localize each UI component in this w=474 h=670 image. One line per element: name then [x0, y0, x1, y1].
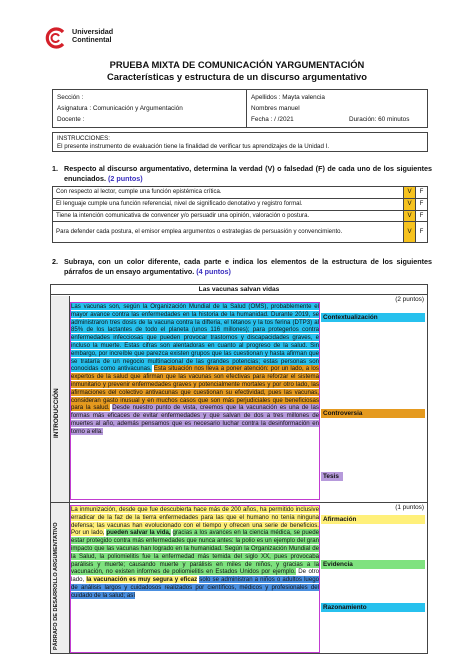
- tf-row: [53, 210, 428, 222]
- tag-evidencia: Evidencia: [321, 560, 425, 569]
- student-info-table: [52, 89, 428, 128]
- duration-field: Duración: 60 minutos: [349, 116, 410, 123]
- intro-paragraph: [70, 302, 320, 500]
- exam-title: PRUEBA MIXTA DE COMUNICACIÓN YARGUMENTACIÓN: [109, 59, 365, 70]
- intro-points: (2 puntos): [395, 296, 424, 303]
- reasoning-highlight: solo se administran a niños o adultos luego de análisis largos y cuidadosos realizados por científicos, médicos y profesionales del cuidado de la salud; así: [71, 576, 319, 599]
- section-divider: [51, 502, 427, 503]
- question-2-points: (4 puntos): [196, 266, 231, 276]
- tf-true-option[interactable]: V: [404, 187, 416, 199]
- tf-true-option[interactable]: V: [404, 198, 416, 210]
- question-2: [52, 257, 432, 279]
- development-points: (1 puntos): [395, 504, 424, 511]
- tf-false-option[interactable]: F: [416, 210, 428, 222]
- instructions-text: El presente instrumento de evaluación tiene la finalidad de verificar tus aprendizajes de la Unidad I.: [57, 143, 330, 150]
- connector-text: De otro lado,: [71, 568, 319, 584]
- surname-field: Apellidos : Mayta valencia: [251, 94, 325, 101]
- development-paragraph: [70, 505, 320, 653]
- true-false-table: [52, 186, 428, 243]
- tf-true-option[interactable]: V: [404, 210, 416, 222]
- thesis-highlight: Desde nuestro punto de vista, creemos que la vacunación es una de las formas más eficaces de evitar enfermedades y que salvan de dos a tres millones de muertes al año, además pensamos que es necesario luchar contra la desinformación en torno a ella.: [71, 404, 319, 435]
- claim-2-highlight: la vacunación es muy segura y eficaz: [86, 576, 198, 584]
- tag-controversia: Controversia: [321, 409, 425, 418]
- tag-tesis: Tesis: [321, 472, 343, 481]
- tf-row: [53, 198, 428, 210]
- essay-title: Las vacunas salvan vidas: [50, 284, 428, 295]
- tag-razonamiento: Razonamiento: [321, 603, 425, 612]
- tf-false-option[interactable]: F: [416, 222, 428, 243]
- question-1-number: 1.: [52, 164, 58, 173]
- instructions-box: [52, 132, 428, 152]
- claim-highlight: pueden salvar la vida,: [106, 529, 171, 537]
- controversy-highlight: Esta situación nos lleva a poner atención: por un lado, a los expertos de la salud que afirman que las vacunas son efectivas para reforzar el sistema inmunitario y prevenir enfermedades graves y potencialmente mortales y por otro lado, las afirmaciones del colectivo antivacunas que cuestionan su efectividad, pues las vacunas, consideran gasto inusual y en muchos casos que son más perjudiciales que beneficiosas para la salud.: [71, 365, 319, 412]
- question-1: [52, 164, 432, 184]
- tf-row: [53, 187, 428, 199]
- contextualization-highlight: Las vacunas son, según la Organización Mundial de la Salud (OMS), probablemente el mayor avance contra las enfermedades en la historia de la humanidad. Durante 2019, se administraron tres dosis de la vacuna contra la difteria, el tétanos y la tos ferina (DTP3) al 85% de los lactantes de todo el planeta (unos 116 millones); para protegerlos contra enfermedades infecciosas que pueden provocar trastornos y discapacidades graves, e incluso la muerte. Estas cifras son alentadoras en cuanto al progreso de la salud. Sin embargo, por increíble que parezca existen grupos que las cuestionan y hasta afirman que se trataría de un negocio multinacional de las grandes potencias; estas personas son conocidas como antivacunas.: [71, 303, 319, 373]
- tf-statement: El lenguaje cumple una función referencial, nivel de significado denotativo y registro formal.: [53, 198, 404, 210]
- exam-subtitle: Características y estructura de un discurso argumentativo: [107, 71, 367, 82]
- name-field: Nombres manuel: [251, 105, 300, 112]
- student-info-cell: [247, 90, 428, 128]
- development-label: PÁRRAFO DE DESARROLLO ARGUMENTATIVO: [53, 522, 59, 650]
- intro-label: INTRODUCCIÓN: [53, 388, 60, 438]
- tf-statement: Tiene la intención comunicativa de convencer y/o persuadir una opinión, valoración o postura.: [53, 210, 404, 222]
- teacher-field: Docente :: [57, 116, 85, 123]
- tf-false-option[interactable]: F: [416, 187, 428, 199]
- question-1-points: (2 puntos): [107, 173, 143, 183]
- logo-line-1: Universidad: [72, 27, 114, 36]
- subject-field: Asignatura : Comunicación y Argumentación: [57, 105, 183, 112]
- question-2-text: Subraya, con un color diferente, cada parte e indica los elementos de la estructura de los siguientes párrafos de un ensayo argumentativo.: [64, 257, 432, 276]
- date-field: Fecha : / /2021: [251, 116, 294, 123]
- course-info-cell: [53, 90, 247, 128]
- university-logo-icon: [44, 27, 66, 49]
- evidence-highlight: gracias a los avances en la ciencia médica, se puede estar protegido contra más enfermedades que nunca antes: la polio es un ejemplo del gran impacto que las vacunas han logrado en la humanidad. Según la Organización Mundial de la Salud, la poliomielitis fue la enfermedad más temida del siglo XX, pues provocaba parálisis y muerte; causando muerte y parálisis en miles de niños, y gracias a la vacunación, no existen informes de poliomielitis en Estados Unidos por ejemplo.: [71, 529, 319, 576]
- tf-false-option[interactable]: F: [416, 198, 428, 210]
- tag-contextualizacion: Contextualización: [321, 313, 425, 322]
- context-highlight: La inmunización, desde que fue descubierta hace más de 200 años, ha permitido inclusive erradicar de la faz de la tierra enfermedades para las que el humano no tenía ninguna defensa; las vacunas han evolucionado con el tiempo y ofrecen una serie de beneficios. Por un lado,: [71, 506, 319, 537]
- tf-row: [53, 222, 428, 243]
- tf-true-option[interactable]: V: [404, 222, 416, 243]
- tf-statement: Para defender cada postura, el emisor emplea argumentos o estrategias de persuasión y convencimiento.: [53, 222, 404, 243]
- university-logo-text: [72, 28, 113, 45]
- section-field: Sección :: [57, 94, 84, 101]
- question-1-text: Respecto al discurso argumentativo, determina la verdad (V) o falsedad (F) de cada uno de los siguientes enunciados.: [64, 164, 432, 183]
- instructions-heading: INSTRUCCIONES:: [57, 135, 110, 142]
- tag-afirmacion: Afirmación: [321, 515, 425, 524]
- tf-statement: Con respecto al lector, cumple una función epistémica crítica.: [53, 187, 404, 199]
- logo-line-2: Continental: [72, 35, 112, 45]
- question-2-number: 2.: [52, 257, 58, 266]
